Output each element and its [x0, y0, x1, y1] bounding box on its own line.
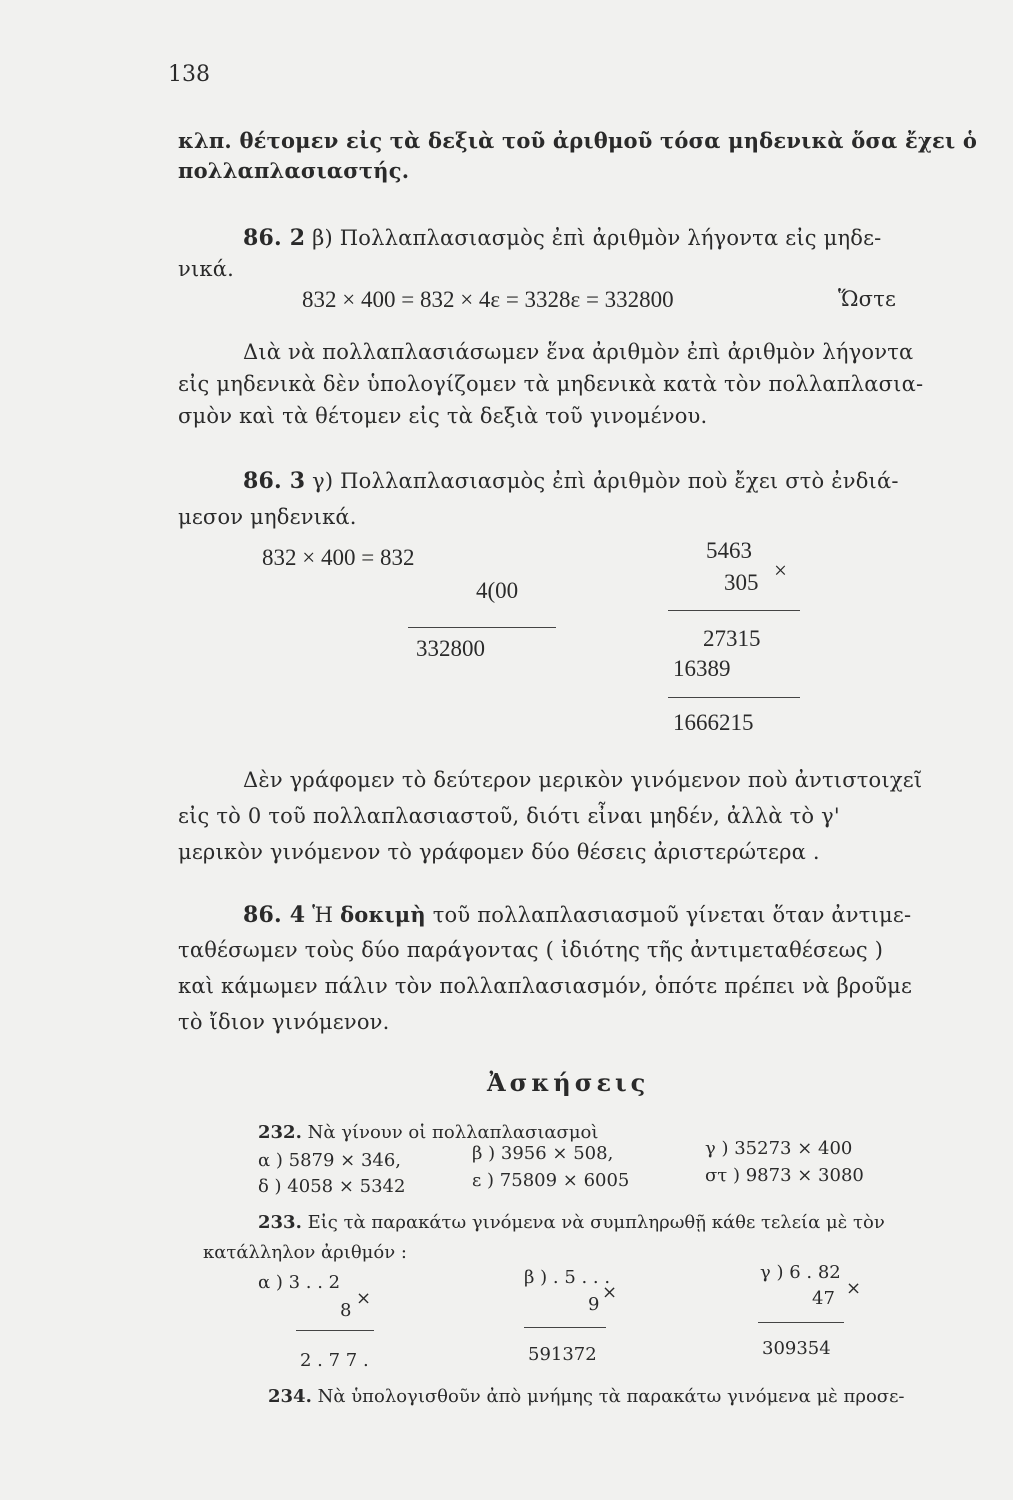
section-86-2-body-line3: σμὸν καὶ τὰ θέτομεν εἰς τὰ δεξιὰ τοῦ γινομένου.	[178, 404, 708, 428]
section-86-4-line2: ταθέσωμεν τοὺς δύο παράγοντας ( ἰδιότης τῆς ἀντιμεταθέσεως )	[178, 938, 884, 962]
section-86-3-title-line2: μεσον μηδενικά.	[178, 505, 357, 529]
exercise-232-item-d: δ ) 4058 × 5342	[258, 1176, 406, 1197]
section-86-2-title-line2: νικά.	[178, 257, 234, 281]
exercise-233b-result: 591372	[528, 1344, 597, 1365]
exercise-232-item-b: β ) 3956 × 508,	[472, 1143, 614, 1164]
section-86-2-heading	[243, 225, 881, 251]
exercise-233-text-line2: κατάλληλον ἀριθμόν :	[203, 1242, 407, 1263]
exercise-233a-times: ×	[356, 1288, 372, 1309]
left-calc-row2: 4(00	[476, 578, 519, 603]
section-86-2-body-line1: Διὰ νὰ πολλαπλασιάσωμεν ἕνα ἀριθμὸν ἐπὶ ἀριθμὸν λήγοντα	[243, 340, 914, 364]
page-number: 138	[168, 62, 210, 87]
exercise-233a-label: α ) 3 . . 2	[258, 1272, 341, 1293]
section-86-3-number: 86. 3	[243, 468, 306, 494]
exercise-232-item-c: γ ) 35273 × 400	[705, 1138, 853, 1159]
exercise-234	[268, 1386, 904, 1407]
top-text-line2: πολλαπλασιαστής.	[178, 158, 410, 183]
right-calc-p1: 27315	[703, 626, 761, 651]
exercise-234-text: Νὰ ὑπολογισθοῦν ἀπὸ μνήμης τὰ παρακάτω γινόμενα μὲ προσε-	[317, 1386, 905, 1407]
section-86-3-heading	[243, 468, 899, 494]
exercise-233-text: Εἰς τὰ παρακάτω γινόμενα νὰ συμπληρωθῇ κάθε τελεία μὲ τὸν	[307, 1212, 885, 1233]
top-text-line1: κλπ. θέτομεν εἰς τὰ δεξιὰ τοῦ ἀριθμοῦ τόσα μηδενικὰ ὅσα ἔχει ὁ	[178, 128, 978, 153]
section-86-2-body-line2: εἰς μηδενικὰ δὲν ὑπολογίζομεν τὰ μηδενικὰ κατὰ τὸν πολλαπλασια-	[178, 372, 924, 396]
section-86-3-title: γ) Πολλαπλασιασμὸς ἐπὶ ἀριθμὸν ποὺ ἔχει στὸ ἐνδιά-	[312, 469, 899, 493]
exercise-232-number: 232.	[258, 1122, 302, 1143]
exercise-232-text: Νὰ γίνουν οἱ πολλαπλασιασμοὶ	[307, 1122, 599, 1143]
right-calc-rule1	[668, 610, 800, 611]
right-calc-mult: 305	[724, 570, 759, 595]
exercise-233-number: 233.	[258, 1212, 302, 1233]
right-calc-result: 1666215	[673, 710, 754, 735]
section-86-4-line3: καὶ κάμωμεν πάλιν τὸν πολλαπλασιασμόν, ὁπότε πρέπει νὰ βροῦμε	[178, 974, 913, 998]
section-86-2-formula-tail: Ὥστε	[838, 287, 897, 311]
section-86-2-number: 86. 2	[243, 225, 306, 251]
section-86-2-formula: 832 × 400 = 832 × 4ε = 3328ε = 332800	[302, 287, 674, 312]
section-86-4-number: 86. 4	[243, 902, 306, 928]
right-calc-top: 5463	[706, 538, 752, 563]
section-86-2-title: β) Πολλαπλασιασμὸς ἐπὶ ἀριθμὸν λήγοντα εἰς μηδε-	[312, 226, 882, 250]
exercise-234-number: 234.	[268, 1386, 312, 1407]
exercise-233b-label: β ) . 5 . . .	[524, 1267, 611, 1288]
right-calc-rule2	[668, 697, 800, 698]
exercise-233b-rule	[524, 1327, 606, 1328]
left-calc-result: 332800	[416, 636, 485, 661]
exercise-233a-mult: 8	[340, 1300, 352, 1321]
exercise-233c-mult: 47	[812, 1288, 835, 1309]
left-calc-rule	[408, 627, 556, 628]
section-86-4-pre: Ἡ	[312, 903, 334, 927]
exercise-233c-label: γ ) 6 . 82	[760, 1262, 841, 1283]
exercise-232-item-f: στ ) 9873 × 3080	[705, 1165, 864, 1186]
right-calc-p2: 16389	[673, 656, 731, 681]
exercises-heading: Ἀσκήσεις	[487, 1068, 650, 1097]
exercise-233a-rule	[296, 1330, 374, 1331]
section-86-4-bold: δοκιμὴ	[340, 902, 426, 927]
exercise-232-item-a: α ) 5879 × 346,	[258, 1150, 402, 1171]
exercise-232	[258, 1122, 598, 1143]
right-calc-times: ×	[774, 558, 787, 583]
exercise-233b-mult: 9	[588, 1294, 600, 1315]
exercise-233a-result: 2 . 7 7 .	[300, 1350, 369, 1371]
exercise-233c-result: 309354	[762, 1338, 831, 1359]
exercise-233b-times: ×	[602, 1282, 618, 1303]
exercise-233	[258, 1212, 885, 1233]
exercise-232-item-e: ε ) 75809 × 6005	[472, 1170, 630, 1191]
section-86-4-line1	[243, 902, 911, 928]
left-calc-row1: 832 × 400 = 832	[262, 545, 415, 570]
section-86-4-post: τοῦ πολλαπλασιασμοῦ γίνεται ὅταν ἀντιμε-	[432, 903, 912, 927]
exercise-233c-times: ×	[846, 1278, 862, 1299]
section-86-4-line4: τὸ ἴδιον γινόμενον.	[178, 1010, 390, 1034]
section-86-3-body-line3: μερικὸν γινόμενον τὸ γράφομεν δύο θέσεις ἀριστερώτερα .	[178, 840, 820, 864]
section-86-3-body-line2: εἰς τὸ 0 τοῦ πολλαπλασιαστοῦ, διότι εἶναι μηδέν, ἀλλὰ τὸ γ'	[178, 804, 840, 828]
exercise-233c-rule	[758, 1322, 844, 1323]
section-86-3-body-line1: Δὲν γράφομεν τὸ δεύτερον μερικὸν γινόμενον ποὺ ἀντιστοιχεῖ	[243, 768, 923, 792]
